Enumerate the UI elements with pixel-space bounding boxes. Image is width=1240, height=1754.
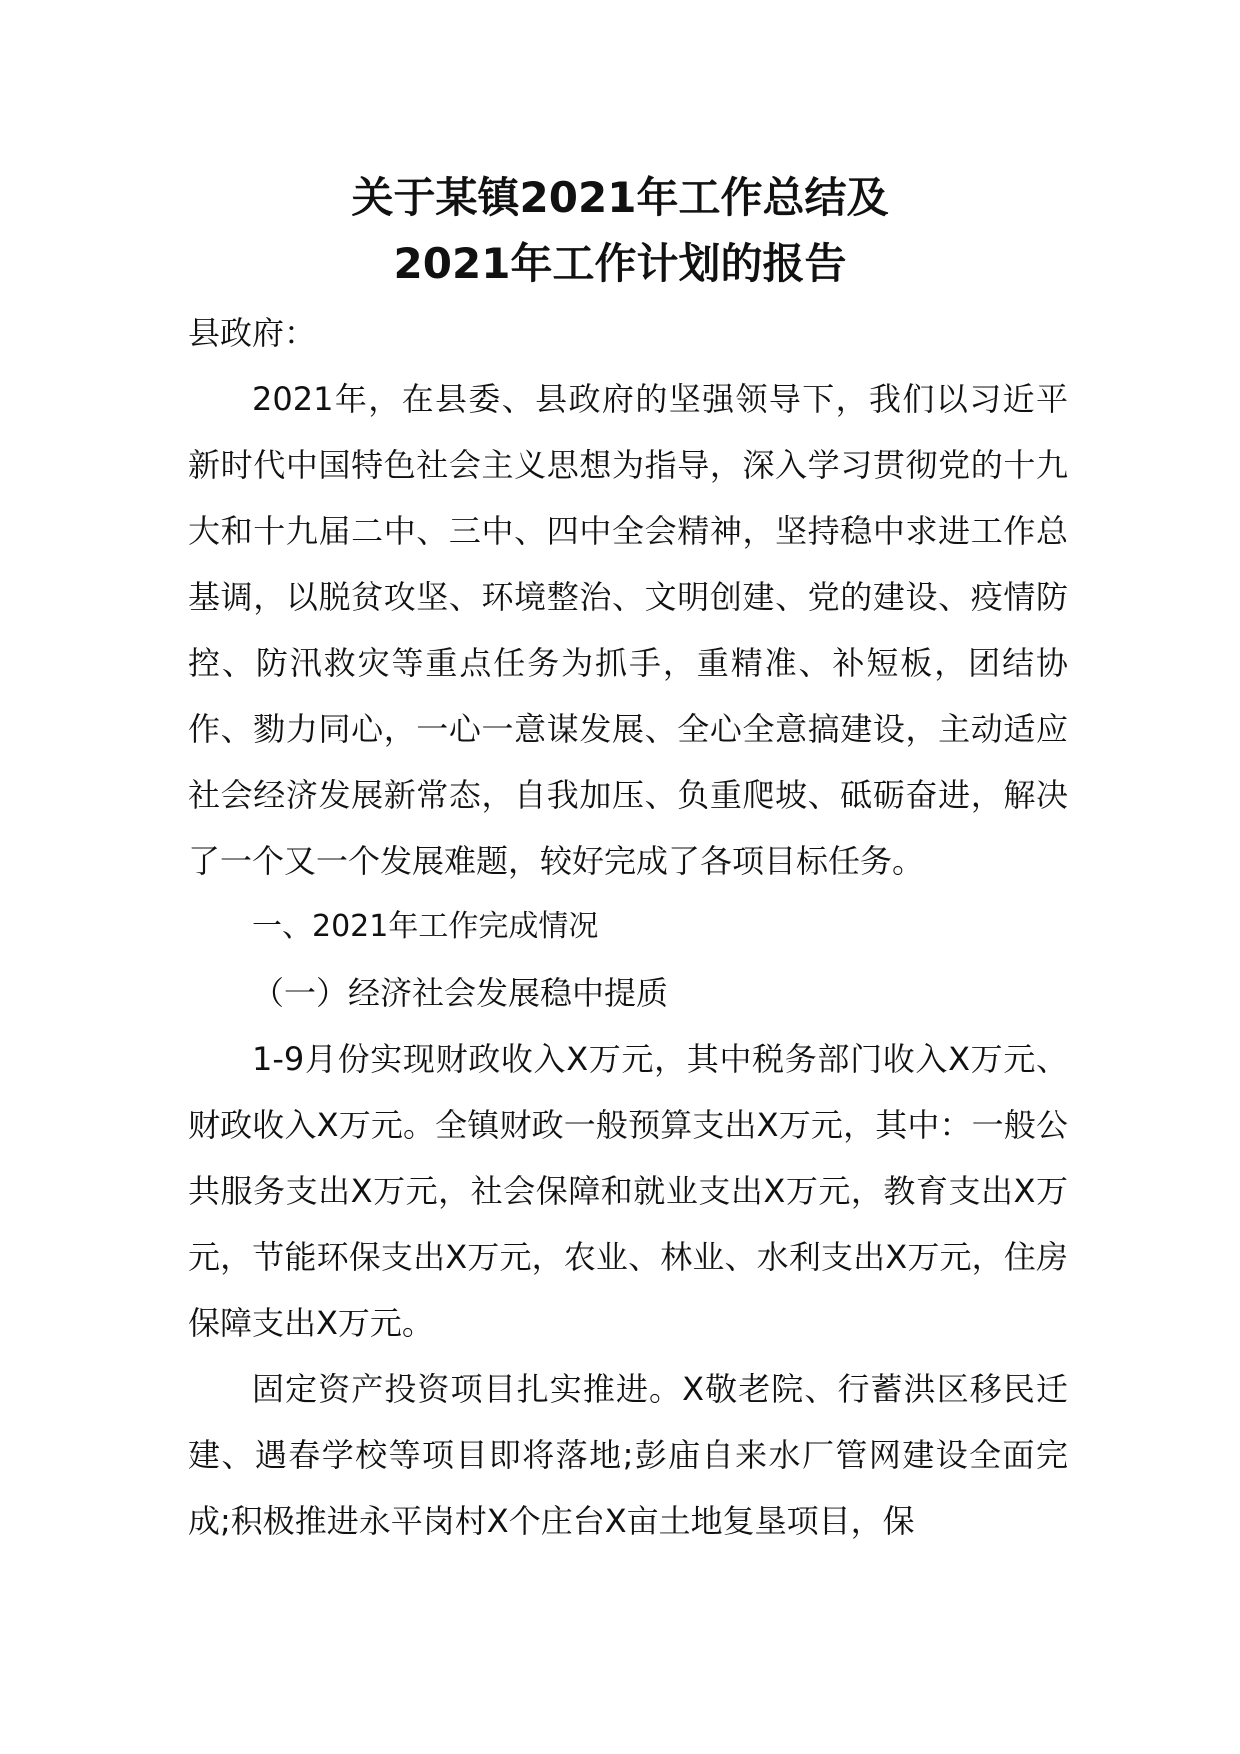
document-body [188, 300, 1068, 1554]
section-heading: 一、2021年工作完成情况 [252, 909, 599, 944]
intro-paragraph: 2021年，在县委、县政府的坚强领导下，我们以习近平新时代中国特色社会主义思想为指导，深入学习贯彻党的十九大和十九届二中、三中、四中全会精神，坚持稳中求进工作总基调，以脱贫攻坚、环境整治、文明创建、党的建设、疫情防控、防汛救灾等重点任务为抓手，重精准、补短板，团结协作、勠力同心，一心一意谋发展、全心全意搞建设，主动适应社会经济发展新常态，自我加压、负重爬坡、砥砺奋进，解决了一个又一个发展难题，较好完成了各项目标任务。 [188, 380, 1068, 880]
document-title-line-2: 2021年工作计划的报告 [393, 239, 847, 288]
subsection-heading: （一）经济社会发展稳中提质 [252, 974, 669, 1012]
document-title-line-1: 关于某镇2021年工作总结及 [351, 173, 889, 222]
finance-paragraph: 1-9月份实现财政收入X万元，其中税务部门收入X万元、财政收入X万元。全镇财政一般预算支出X万元，其中：一般公共服务支出X万元，社会保障和就业支出X万元，教育支出X万元，节能环保支出X万元，农业、林业、水利支出X万元，住房保障支出X万元。 [188, 1040, 1068, 1342]
salutation: 县政府： [188, 314, 317, 352]
investment-paragraph: 固定资产投资项目扎实推进。X敬老院、行蓄洪区移民迁建、遇春学校等项目即将落地;彭庙自来水厂管网建设全面完成;积极推进永平岗村X个庄台X亩土地复垦项目，保 [188, 1370, 1068, 1540]
